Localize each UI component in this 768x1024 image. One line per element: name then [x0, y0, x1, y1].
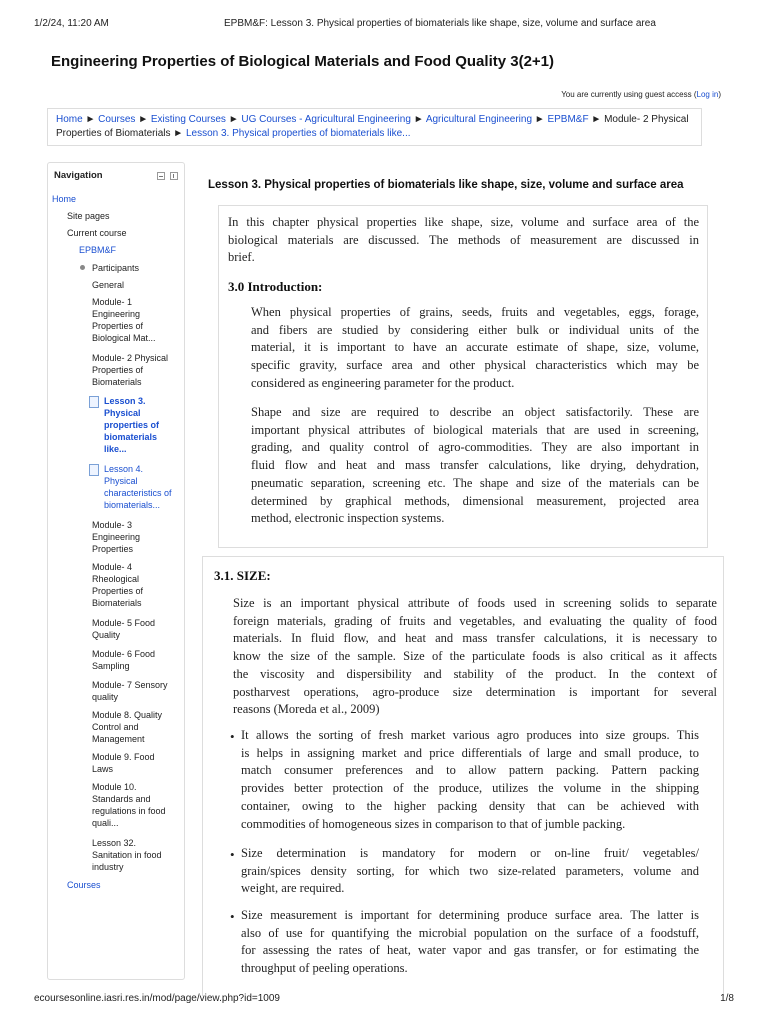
- nav-module-9-line: Module 9. Food: [92, 752, 155, 762]
- nav-participants[interactable]: Participants: [92, 263, 140, 273]
- size-heading: 3.1. SIZE:: [214, 568, 271, 583]
- nav-lesson-4[interactable]: [104, 463, 172, 511]
- nav-module-8[interactable]: [92, 709, 162, 745]
- text-line: grain/spices density sorting, for which two size-related parameters, volume and: [241, 863, 699, 878]
- nav-lesson-3-line: properties of: [104, 420, 160, 430]
- page-icon: [89, 464, 99, 476]
- nav-module-7[interactable]: [92, 679, 168, 703]
- text-line: container, owing to the higher packing density that can be achieved with: [241, 798, 699, 813]
- nav-module-10-line: Module 10.: [92, 782, 137, 792]
- print-date: 1/2/24, 11:20 AM: [34, 18, 109, 29]
- hide-block-icon[interactable]: [170, 172, 178, 180]
- nav-module-10-line: regulations in food: [92, 806, 166, 816]
- footer-page-number: 1/8: [720, 993, 734, 1004]
- nav-lesson-4-line: Physical: [104, 476, 138, 486]
- nav-module-1-line: Properties of: [92, 321, 144, 331]
- nav-module-10-line: quali...: [92, 818, 119, 828]
- text-line: material, it is important to have an accurate estimate of shape, size, volume,: [251, 340, 699, 355]
- nav-lesson-3-line: Lesson 3.: [104, 396, 146, 406]
- text-line: brief.: [228, 250, 255, 265]
- text-line: know the size of the sample. Size of the particulate foods is also critical as it affects: [233, 649, 717, 664]
- course-title: Engineering Properties of Biological Materials and Food Quality 3(2+1): [51, 53, 555, 70]
- nav-lesson-3[interactable]: [104, 395, 159, 455]
- nav-lesson-3-line: Physical: [104, 408, 141, 418]
- nav-module-1-line: Module- 1: [92, 297, 133, 307]
- nav-module-4-line: Properties of: [92, 586, 144, 596]
- text-line: Size determination is mandatory for modern or on-line fruit/ vegetables/: [241, 846, 699, 860]
- text-line: specific gravity, surface area and other physical characteristics which may be: [251, 358, 699, 373]
- nav-module-4-line: Rheological: [92, 574, 140, 584]
- breadcrumb-epbmf[interactable]: EPBM&F: [547, 114, 589, 125]
- nav-courses[interactable]: Courses: [67, 880, 101, 890]
- nav-module-1[interactable]: [92, 296, 156, 344]
- text-line: the viscosity and dispersibility and stability of the product. In the context of: [233, 666, 717, 681]
- page-icon: [89, 396, 99, 408]
- breadcrumb-ug-courses[interactable]: UG Courses - Agricultural Engineering: [241, 114, 411, 125]
- nav-lesson-4-line: Lesson 4.: [104, 464, 144, 474]
- nav-module-4-line: Biomaterials: [92, 598, 142, 608]
- bullet-icon: [80, 265, 85, 270]
- shape-size-paragraph: [251, 404, 699, 528]
- breadcrumb-separator: ►: [85, 114, 96, 125]
- nav-course-epbmf[interactable]: EPBM&F: [79, 245, 117, 255]
- text-line: method, electronic inspection systems.: [251, 511, 445, 526]
- nav-module-9[interactable]: [92, 751, 155, 775]
- text-line: also of use for quantifying the microbial population on the surface of a foodstuff,: [241, 925, 699, 940]
- text-line: fluid flow and heat and mass transfer calculations, like drying, dehydration,: [251, 458, 699, 473]
- text-line: biological materials are discussed. The methods of measurement are discussed in: [228, 232, 699, 247]
- text-line: grading, and quality control of agro-commodities. They are also important in: [251, 440, 699, 455]
- text-line: for assessing the rates of heat, water vapor and gas transfer, or for estimating the: [241, 943, 699, 958]
- nav-lesson-3-line: like...: [104, 444, 127, 454]
- nav-module-4-line: Module- 4: [92, 562, 133, 572]
- intro-paragraph: [228, 214, 699, 267]
- text-line: materials. In fluid flow, and heat and mass transfer calculations, it is necessary to: [233, 631, 717, 646]
- text-line: foreign materials, grading of fruits and vegetables, and evaluating the quality of food: [233, 613, 717, 628]
- bullet-icon: •: [230, 909, 235, 924]
- text-line: is helps in assigning market and price differentials of large and small produce, to: [241, 745, 699, 760]
- navigation-block: [47, 162, 185, 980]
- navigation-title: Navigation: [54, 170, 103, 181]
- text-line: throughput of peeling operations.: [241, 961, 408, 976]
- intro-body-paragraph: [251, 304, 699, 393]
- bullet-density-sorting: [241, 845, 699, 898]
- text-line: postharvest operations, agro-produce size determination is important for several: [233, 684, 717, 699]
- text-line: and fibers are studied by considering either bulk or individual units of the: [251, 322, 699, 337]
- lesson-title: Lesson 3. Physical properties of biomaterials like shape, size, volume and surface area: [208, 179, 684, 191]
- nav-lesson-32[interactable]: [92, 837, 162, 873]
- bullet-sorting: [241, 727, 699, 833]
- dock-icon[interactable]: [157, 172, 165, 180]
- guest-text: You are currently using guest access (: [561, 90, 697, 99]
- breadcrumb-current[interactable]: Lesson 3. Physical properties of biomaterials like...: [185, 128, 411, 139]
- guest-access-notice: [561, 90, 721, 99]
- nav-lesson-3-line: biomaterials: [104, 432, 158, 442]
- breadcrumb-module: Module- 2 Physical Properties of Biomaterials: [56, 114, 689, 139]
- nav-lesson-4-line: characteristics of: [104, 488, 172, 498]
- nav-module-2-line: Module- 2 Physical: [92, 353, 169, 363]
- nav-module-5-line: Module- 5 Food: [92, 618, 156, 628]
- text-line: weight, are required.: [241, 881, 345, 896]
- breadcrumb-separator: ►: [413, 114, 424, 125]
- breadcrumb-separator: ►: [534, 114, 545, 125]
- text-line: In this chapter physical properties like shape, size, volume and surface area of the: [228, 215, 699, 229]
- intro-box: [218, 205, 708, 548]
- text-line: considered as engineering parameter for the product.: [251, 375, 515, 390]
- text-line: Shape and size are required to describe an object satisfactorily. These are: [251, 405, 699, 419]
- nav-module-2[interactable]: [92, 352, 168, 388]
- nav-module-6[interactable]: [92, 648, 155, 672]
- text-line: When physical properties of grains, seeds, fruits and vegetables, eggs, forage,: [251, 305, 699, 319]
- text-line: determined by graphical methods, dimensional measurement, projected area: [251, 493, 699, 508]
- nav-module-6-line: Module- 6 Food: [92, 649, 156, 659]
- guest-close: ): [718, 90, 721, 99]
- breadcrumb-home[interactable]: Home: [56, 114, 83, 125]
- nav-module-4[interactable]: [92, 561, 143, 609]
- nav-module-8-line: Control and: [92, 722, 139, 732]
- size-paragraph: [233, 595, 717, 719]
- nav-module-8-line: Management: [92, 734, 145, 744]
- breadcrumb-separator: ►: [173, 128, 184, 139]
- text-line: provides better protection of the produce, utilizes the volume in the shipping: [241, 781, 699, 796]
- nav-module-8-line: Module 8. Quality: [92, 710, 163, 720]
- bullet-icon: •: [230, 729, 235, 744]
- nav-module-2-line: Properties of: [92, 365, 144, 375]
- nav-module-3[interactable]: [92, 519, 140, 555]
- text-line: important physical attributes of biological materials that are used in screening,: [251, 422, 699, 437]
- bullet-surface-area: [241, 907, 699, 978]
- nav-module-5-line: Quality: [92, 630, 121, 640]
- login-link[interactable]: Log in: [696, 90, 719, 99]
- nav-module-3-line: Properties: [92, 544, 134, 554]
- print-title: EPBM&F: Lesson 3. Physical properties of biomaterials like shape, size, volume and surface area: [224, 18, 656, 29]
- text-line: reasons (Moreda et al., 2009): [233, 702, 380, 717]
- nav-module-1-line: Biological Mat...: [92, 333, 156, 343]
- nav-module-5[interactable]: [92, 617, 155, 641]
- nav-module-2-line: Biomaterials: [92, 377, 142, 387]
- text-line: commodities of homogeneous sizes in comparison to that of jumble packing.: [241, 816, 626, 831]
- nav-module-7-line: Module- 7 Sensory: [92, 680, 168, 690]
- nav-module-9-line: Laws: [92, 764, 114, 774]
- breadcrumb-existing-courses[interactable]: Existing Courses: [150, 114, 226, 125]
- introduction-heading: 3.0 Introduction:: [228, 279, 323, 294]
- breadcrumb-separator: ►: [228, 114, 239, 125]
- breadcrumb-separator: ►: [138, 114, 149, 125]
- bullet-icon: •: [230, 847, 235, 862]
- nav-lesson-32-line: Sanitation in food: [92, 850, 162, 860]
- footer-url: ecoursesonline.iasri.res.in/mod/page/view.php?id=1009: [34, 993, 280, 1004]
- size-box: [202, 556, 724, 996]
- text-line: pneumatic separation, screening etc. The shape and size of the materials can be: [251, 475, 699, 490]
- breadcrumb-agri-eng[interactable]: Agricultural Engineering: [425, 114, 532, 125]
- nav-lesson-4-line: biomaterials...: [104, 500, 161, 510]
- nav-lesson-32-line: Lesson 32.: [92, 838, 137, 848]
- nav-home[interactable]: Home: [52, 194, 77, 204]
- breadcrumb: [47, 108, 702, 146]
- nav-site-pages[interactable]: Site pages: [67, 211, 110, 221]
- nav-module-1-line: Engineering: [92, 309, 141, 319]
- breadcrumb-courses[interactable]: Courses: [98, 114, 136, 125]
- breadcrumb-separator: ►: [591, 114, 602, 125]
- text-line: match consumer preferences and to allow pattern packing. Pattern packing: [241, 763, 699, 778]
- nav-module-6-line: Sampling: [92, 661, 130, 671]
- nav-lesson-32-line: industry: [92, 862, 124, 872]
- nav-module-3-line: Engineering: [92, 532, 141, 542]
- text-line: Size measurement is important for determining produce surface area. The latter is: [241, 908, 699, 922]
- nav-module-3-line: Module- 3: [92, 520, 133, 530]
- text-line: It allows the sorting of fresh market various agro produces into size groups. This: [241, 728, 699, 742]
- text-line: Size is an important physical attribute of foods used in screening solids to separate: [233, 596, 717, 610]
- nav-current-course[interactable]: Current course: [67, 228, 127, 238]
- nav-module-10[interactable]: [92, 781, 166, 829]
- nav-module-7-line: quality: [92, 692, 119, 702]
- nav-module-10-line: Standards and: [92, 794, 151, 804]
- nav-general[interactable]: General: [92, 280, 125, 290]
